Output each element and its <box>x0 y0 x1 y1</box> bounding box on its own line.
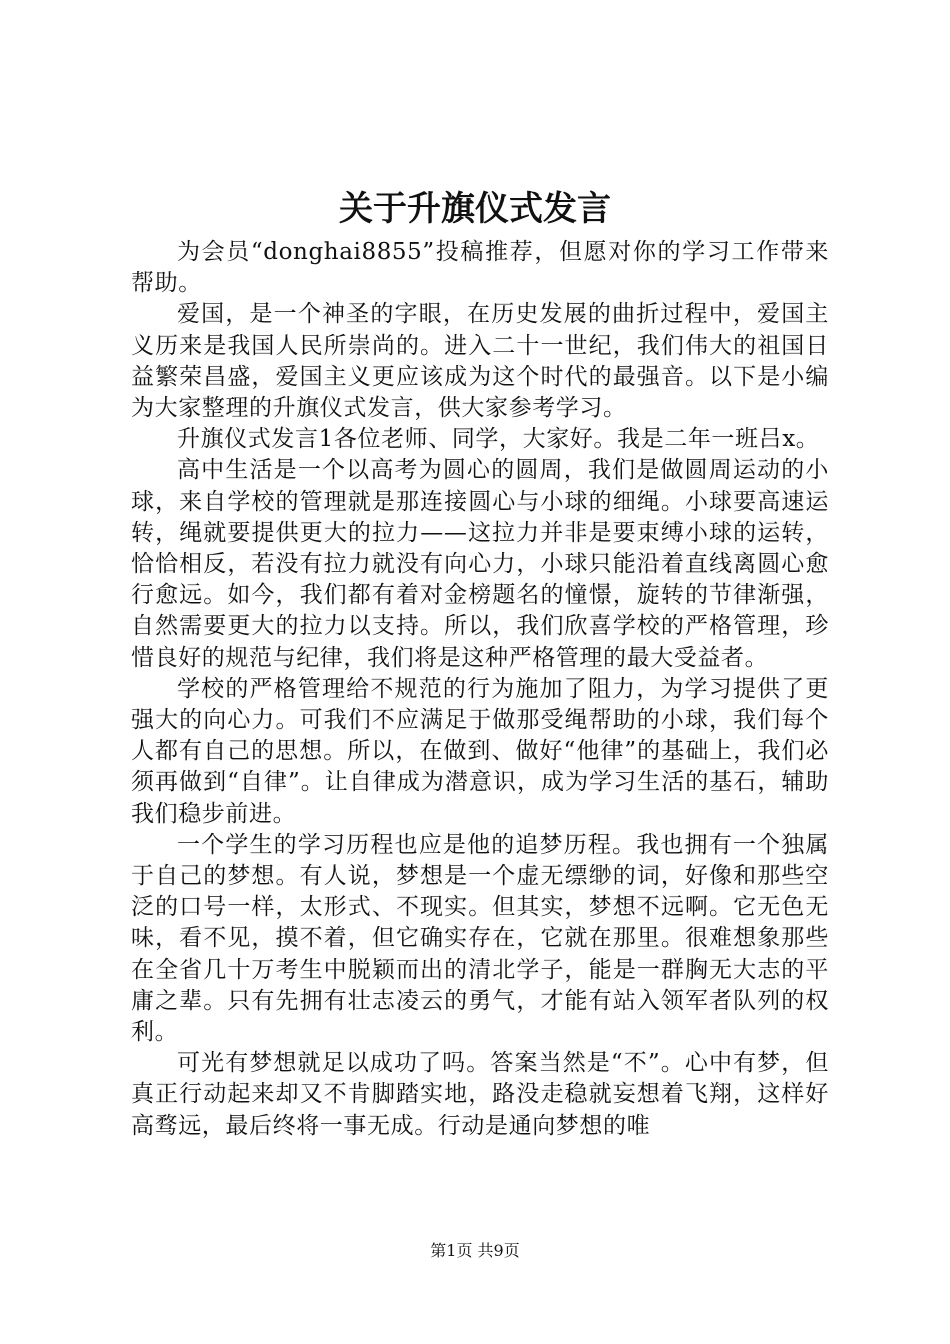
paragraph-dream: 一个学生的学习历程也应是他的追梦历程。我也拥有一个独属于自己的梦想。有人说，梦想是一个虚无缥缈的词，好像和那些空泛的口号一样，太形式、不现实。但其实，梦想不远啊。它无色无味，看不见，摸不着，但它确实存在，它就在那里。很难想象那些在全省几十万考生中脱颖而出的清北学子，能是一群胸无大志的平庸之辈。只有先拥有壮志凌云的勇气，才能有站入领军者队列的权利。 <box>131 831 829 1046</box>
paragraph-school-management: 学校的严格管理给不规范的行为施加了阻力，为学习提供了更强大的向心力。可我们不应满足于做那受绳帮助的小球，我们每个人都有自己的思想。所以，在做到、做好“他律”的基础上，我们必须再做到“自律”。让自律成为潜意识，成为学习生活的基石，辅助我们稳步前进。 <box>131 675 829 827</box>
paragraph-action: 可光有梦想就足以成功了吗。答案当然是“不”。心中有梦，但真正行动起来却又不肯脚踏实地，路没走稳就妄想着飞翔，这样好高骛远，最后终将一事无成。行动是通向梦想的唯 <box>131 1050 829 1139</box>
document-title: 关于升旗仪式发言 <box>339 189 611 229</box>
paragraph-speech-greeting: 升旗仪式发言1各位老师、同学，大家好。我是二年一班吕x。 <box>177 426 820 453</box>
paragraph-patriotism: 爱国，是一个神圣的字眼，在历史发展的曲折过程中，爱国主义历来是我国人民所崇尚的。进入二十一世纪，我们伟大的祖国日益繁荣昌盛，爱国主义更应该成为这个时代的最强音。以下是小编为大家整理的升旗仪式发言，供大家参考学习。 <box>131 301 829 422</box>
paragraph-high-school-life: 高中生活是一个以高考为圆心的圆周，我们是做圆周运动的小球，来自学校的管理就是那连接圆心与小球的细绳。小球要高速运转，绳就要提供更大的拉力——这拉力并非是要束缚小球的运转，恰恰相反，若没有拉力就没有向心力，小球只能沿着直线离圆心愈行愈远。如今，我们都有着对金榜题名的憧憬，旋转的节律渐强，自然需要更大的拉力以支持。所以，我们欣喜学校的严格管理，珍惜良好的规范与纪律，我们将是这种严格管理的最大受益者。 <box>131 457 829 671</box>
page-indicator: 第1页 共9页 <box>430 1241 520 1260</box>
document-body <box>131 237 829 1142</box>
paragraph-intro: 为会员“donghai8855”投稿推荐，但愿对你的学习工作带来帮助。 <box>131 239 829 297</box>
